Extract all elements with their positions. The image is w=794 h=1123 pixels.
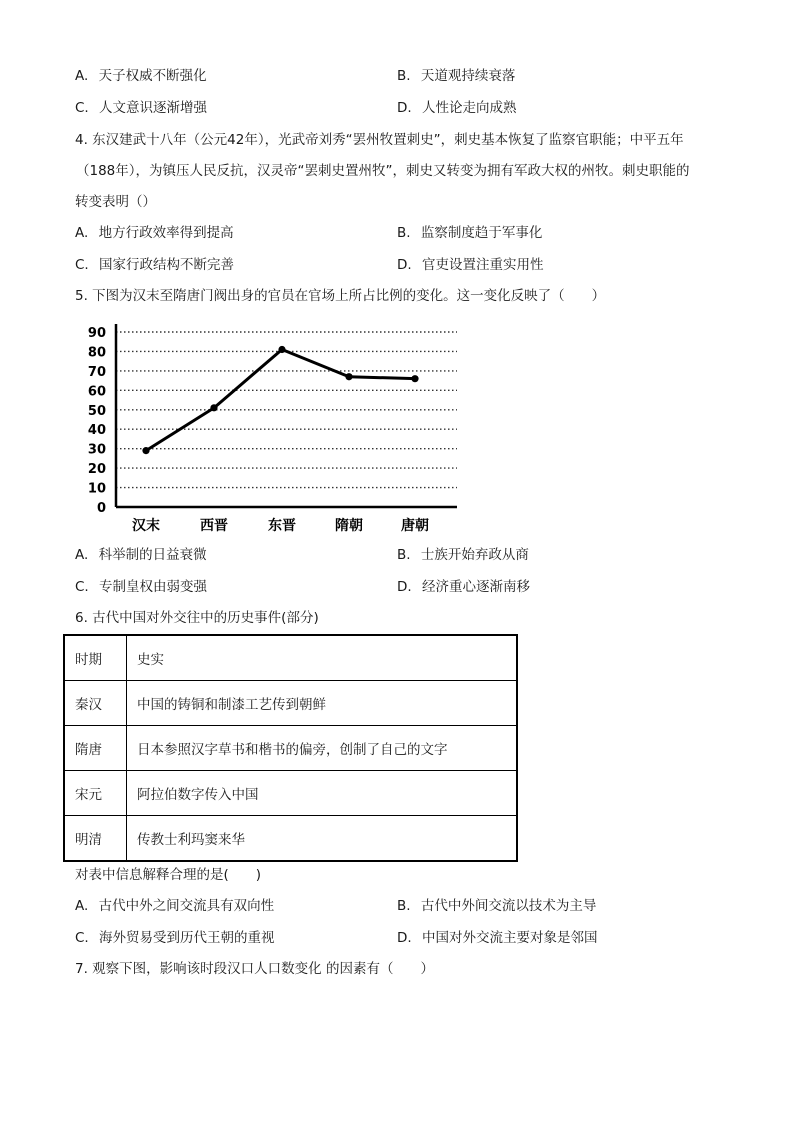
option-text: 经济重心逐渐南移 <box>421 579 530 595</box>
table-header-cell: 史实 <box>127 635 518 681</box>
table-header-row <box>64 635 517 681</box>
table-row <box>64 726 517 771</box>
data-point <box>142 447 149 454</box>
table-cell-period: 明清 <box>64 816 127 862</box>
option-label: D. <box>397 930 412 946</box>
q4-option-a <box>75 224 234 242</box>
option-text: 人文意识逐渐增强 <box>99 100 208 116</box>
y-tick-label: 30 <box>87 442 106 458</box>
option-text: 地方行政效率得到提高 <box>98 225 234 241</box>
q3-option-a <box>75 67 207 85</box>
q4-stem-line-3: 转变表明（） <box>75 194 156 210</box>
official-ratio-line-chart <box>85 318 465 540</box>
option-label: C. <box>75 930 89 946</box>
table-cell-period: 隋唐 <box>64 726 127 771</box>
data-point <box>345 373 352 380</box>
option-label: C. <box>75 579 89 595</box>
y-tick-label: 80 <box>87 345 106 361</box>
option-label: B. <box>397 898 411 914</box>
q3-option-c <box>75 99 207 117</box>
option-text: 士族开始弃政从商 <box>420 547 529 563</box>
q4-option-d <box>397 256 543 274</box>
table-row <box>64 816 517 862</box>
option-text: 科举制的日益衰微 <box>98 547 207 563</box>
y-tick-label: 50 <box>87 403 106 419</box>
table-cell-fact: 传教士利玛窦来华 <box>127 816 518 862</box>
option-text: 古代中外之间交流具有双向性 <box>98 898 275 914</box>
history-events-table <box>63 634 518 862</box>
option-label: C. <box>75 100 89 116</box>
q5-option-a <box>75 546 207 564</box>
option-label: C. <box>75 257 89 273</box>
option-label: A. <box>75 68 89 84</box>
q3-option-d <box>397 99 516 117</box>
series-line <box>146 350 415 451</box>
option-label: D. <box>397 257 412 273</box>
option-text: 官吏设置注重实用性 <box>421 257 544 273</box>
q6-option-b <box>397 897 596 915</box>
table-row <box>64 681 517 726</box>
option-label: B. <box>397 68 411 84</box>
q6-option-c <box>75 929 275 947</box>
x-tick-label: 西晋 <box>200 518 228 534</box>
option-text: 古代中外间交流以技术为主导 <box>420 898 597 914</box>
q3-option-b <box>397 67 515 85</box>
q4-option-c <box>75 256 234 274</box>
data-point <box>411 375 418 382</box>
x-tick-label: 唐朝 <box>401 518 429 534</box>
y-tick-label: 10 <box>87 481 106 497</box>
table-cell-fact: 日本参照汉字草书和楷书的偏旁，创制了自己的文字 <box>127 726 518 771</box>
option-label: D. <box>397 579 412 595</box>
option-text: 天道观持续衰落 <box>420 68 516 84</box>
data-point <box>210 404 217 411</box>
q5-option-b <box>397 546 529 564</box>
q4-option-b <box>397 224 542 242</box>
y-tick-label: 0 <box>96 501 106 516</box>
option-text: 专制皇权由弱变强 <box>99 579 208 595</box>
table-header-cell: 时期 <box>64 635 127 681</box>
y-tick-label: 70 <box>87 364 106 380</box>
option-text: 中国对外交流主要对象是邻国 <box>421 930 598 946</box>
q5-option-d <box>397 578 530 596</box>
option-text: 天子权威不断强化 <box>98 68 207 84</box>
option-text: 海外贸易受到历代王朝的重视 <box>99 930 275 946</box>
x-tick-label: 汉末 <box>132 518 160 534</box>
q5-option-c <box>75 578 207 596</box>
q4-stem-line-1: 4. 东汉建武十八年（公元42年），光武帝刘秀“罢州牧置刺史”，刺史基本恢复了监察官职能；中平五年 <box>75 132 684 148</box>
option-label: B. <box>397 225 411 241</box>
option-label: A. <box>75 547 89 563</box>
option-text: 国家行政结构不断完善 <box>99 257 235 273</box>
option-text: 监察制度趋于军事化 <box>420 225 543 241</box>
q6-stem: 6. 古代中国对外交往中的历史事件(部分) <box>75 610 319 626</box>
option-text: 人性论走向成熟 <box>421 100 517 116</box>
y-tick-label: 20 <box>87 462 106 478</box>
q6-question: 对表中信息解释合理的是( ) <box>75 867 262 883</box>
table-cell-fact: 中国的铸铜和制漆工艺传到朝鲜 <box>127 681 518 726</box>
option-label: D. <box>397 100 412 116</box>
table-row <box>64 771 517 816</box>
option-label: A. <box>75 225 89 241</box>
x-tick-label: 隋朝 <box>335 518 363 534</box>
y-tick-label: 90 <box>87 326 106 341</box>
q6-option-d <box>397 929 597 947</box>
q5-stem: 5. 下图为汉末至隋唐门阀出身的官员在官场上所占比例的变化。这一变化反映了（ ） <box>75 288 606 304</box>
y-tick-label: 40 <box>87 423 106 439</box>
data-point <box>278 346 285 353</box>
table-cell-period: 秦汉 <box>64 681 127 726</box>
y-tick-label: 60 <box>87 384 106 400</box>
q4-stem-line-2: （188年），为镇压人民反抗，汉灵帝“罢刺史置州牧”，刺史又转变为拥有军政大权的州牧。刺史职能的 <box>76 163 690 179</box>
x-tick-label: 东晋 <box>268 518 296 534</box>
table-cell-fact: 阿拉伯数字传入中国 <box>127 771 518 816</box>
option-label: B. <box>397 547 411 563</box>
table-cell-period: 宋元 <box>64 771 127 816</box>
q7-stem: 7. 观察下图，影响该时段汉口人口数变化 的因素有（ ） <box>75 961 434 977</box>
q6-option-a <box>75 897 274 915</box>
option-label: A. <box>75 898 89 914</box>
